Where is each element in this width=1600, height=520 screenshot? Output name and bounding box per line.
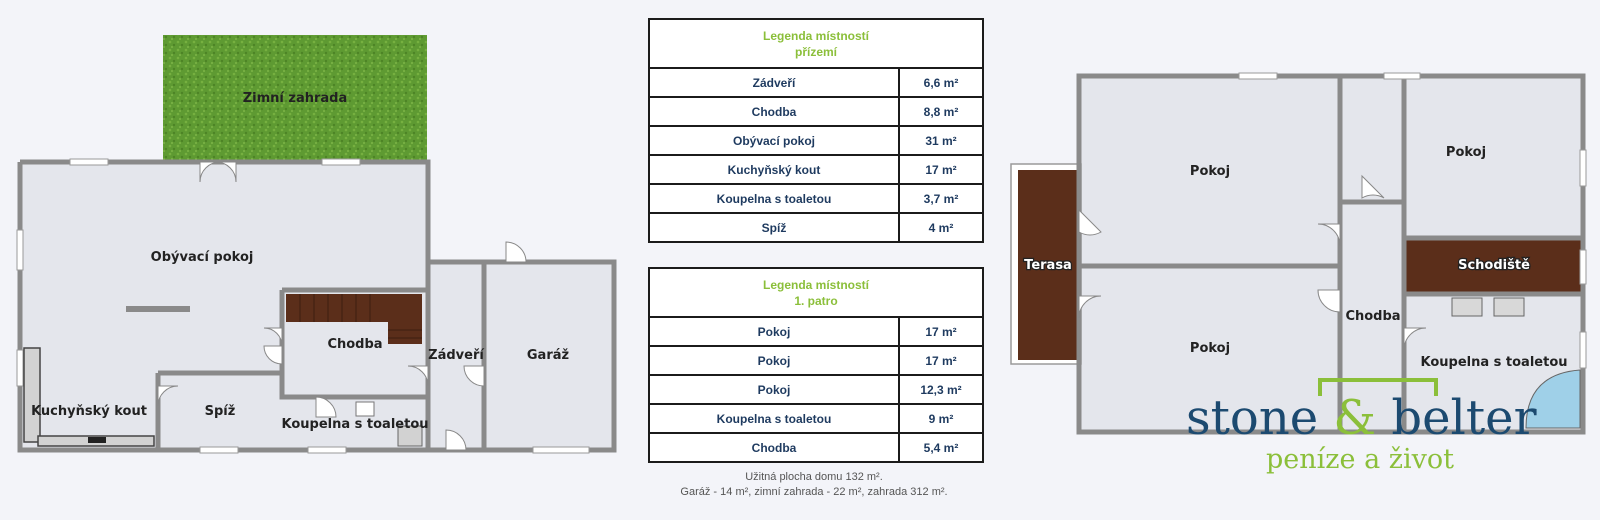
legend-title-line: Legenda místností [762,29,869,43]
table-row [650,375,982,404]
legend-title-floor: přízemí [794,45,837,59]
brand-tagline: peníze a život [1266,444,1454,475]
room-label-bathroom: Koupelna s toaletou [281,417,429,432]
room-name-cell: Obývací pokoj [650,126,899,155]
table-row [650,346,982,375]
legend-ground-floor [648,18,984,243]
room-area-cell: 17 m² [899,155,982,184]
window [17,350,23,386]
ground-floor-plan [17,35,614,453]
room-area-cell: 6,6 m² [899,69,982,97]
legend-first-floor [648,267,984,463]
table-row [650,404,982,433]
room-label-stairs: Schodiště [1458,258,1530,273]
room-label-hallway: Chodba [327,337,383,352]
room-area-cell: 3,7 m² [899,184,982,213]
usable-area-note [648,470,980,500]
room-label-first-hallway: Chodba [1345,309,1401,324]
table-row [650,97,982,126]
window [1239,73,1277,79]
room-area-cell: 9 m² [899,404,982,433]
window [70,159,108,165]
room-name-cell: Koupelna s toaletou [650,404,899,433]
table-row [650,155,982,184]
legend-table [650,69,982,241]
room-area-cell: 17 m² [899,318,982,346]
room-label-garage: Garáž [526,348,570,363]
room-name-cell: Spíž [650,213,899,241]
room-label-living-room: Obývací pokoj [150,250,254,265]
room-label-first-bathroom: Koupelna s toaletou [1420,355,1568,370]
room-area-cell: 4 m² [899,213,982,241]
room-label-pantry: Spíž [204,404,236,419]
brand-name-first: stone [1186,390,1334,446]
room-name-cell: Kuchyňský kout [650,155,899,184]
room-label-room-top-left: Pokoj [1189,164,1231,179]
room-name-cell: Koupelna s toaletou [650,184,899,213]
legend-title [650,269,982,318]
extra-areas-text: Garáž - 14 m², zimní zahrada - 22 m², zahrada 312 m². [680,486,948,498]
window [322,159,360,165]
first-floor-plan [1011,73,1586,432]
door-icon [506,242,526,262]
table-row [650,184,982,213]
room-name-cell: Chodba [650,97,899,126]
window [1580,332,1586,368]
window [308,447,346,453]
room-label-room-top-right: Pokoj [1445,145,1487,160]
room-label-room-bottom: Pokoj [1189,341,1231,356]
brand-logo [1186,388,1586,475]
brand-name [1186,388,1586,448]
legend-table [650,318,982,461]
table-row [650,433,982,461]
window [533,447,589,453]
room-label-entrance: Zádveří [428,348,484,363]
window [1580,150,1586,186]
table-row [650,69,982,97]
table-row [650,126,982,155]
room-name-cell: Pokoj [650,375,899,404]
window [1384,73,1420,79]
room-label-kitchenette: Kuchyňský kout [31,404,147,419]
room-label-terrace: Terasa [1024,258,1072,273]
table-row [650,318,982,346]
usable-area-text: Užitná plocha domu 132 m². [745,471,883,483]
room-area-cell: 17 m² [899,346,982,375]
room-name-cell: Zádveří [752,75,796,90]
window [17,230,23,270]
legend-title-line: Legenda místností [762,278,869,292]
window [1580,250,1586,284]
legend-title [650,20,982,69]
living-room-bar [126,306,190,312]
brand-name-second: belter [1376,390,1537,446]
legend-title-floor: 1. patro [794,294,838,308]
room-area-cell: 5,4 m² [899,433,982,461]
window [200,447,238,453]
brand-ampersand: & [1333,390,1377,446]
room-name-cell: Chodba [650,433,899,461]
room-label-winter-garden: Zimní zahrada [242,91,348,106]
room-area-cell: 12,3 m² [899,375,982,404]
table-row [650,213,982,241]
room-name-cell: Pokoj [757,324,791,339]
room-area-cell: 31 m² [899,126,982,155]
room-area-cell: 8,8 m² [899,97,982,126]
room-name-cell: Pokoj [650,346,899,375]
